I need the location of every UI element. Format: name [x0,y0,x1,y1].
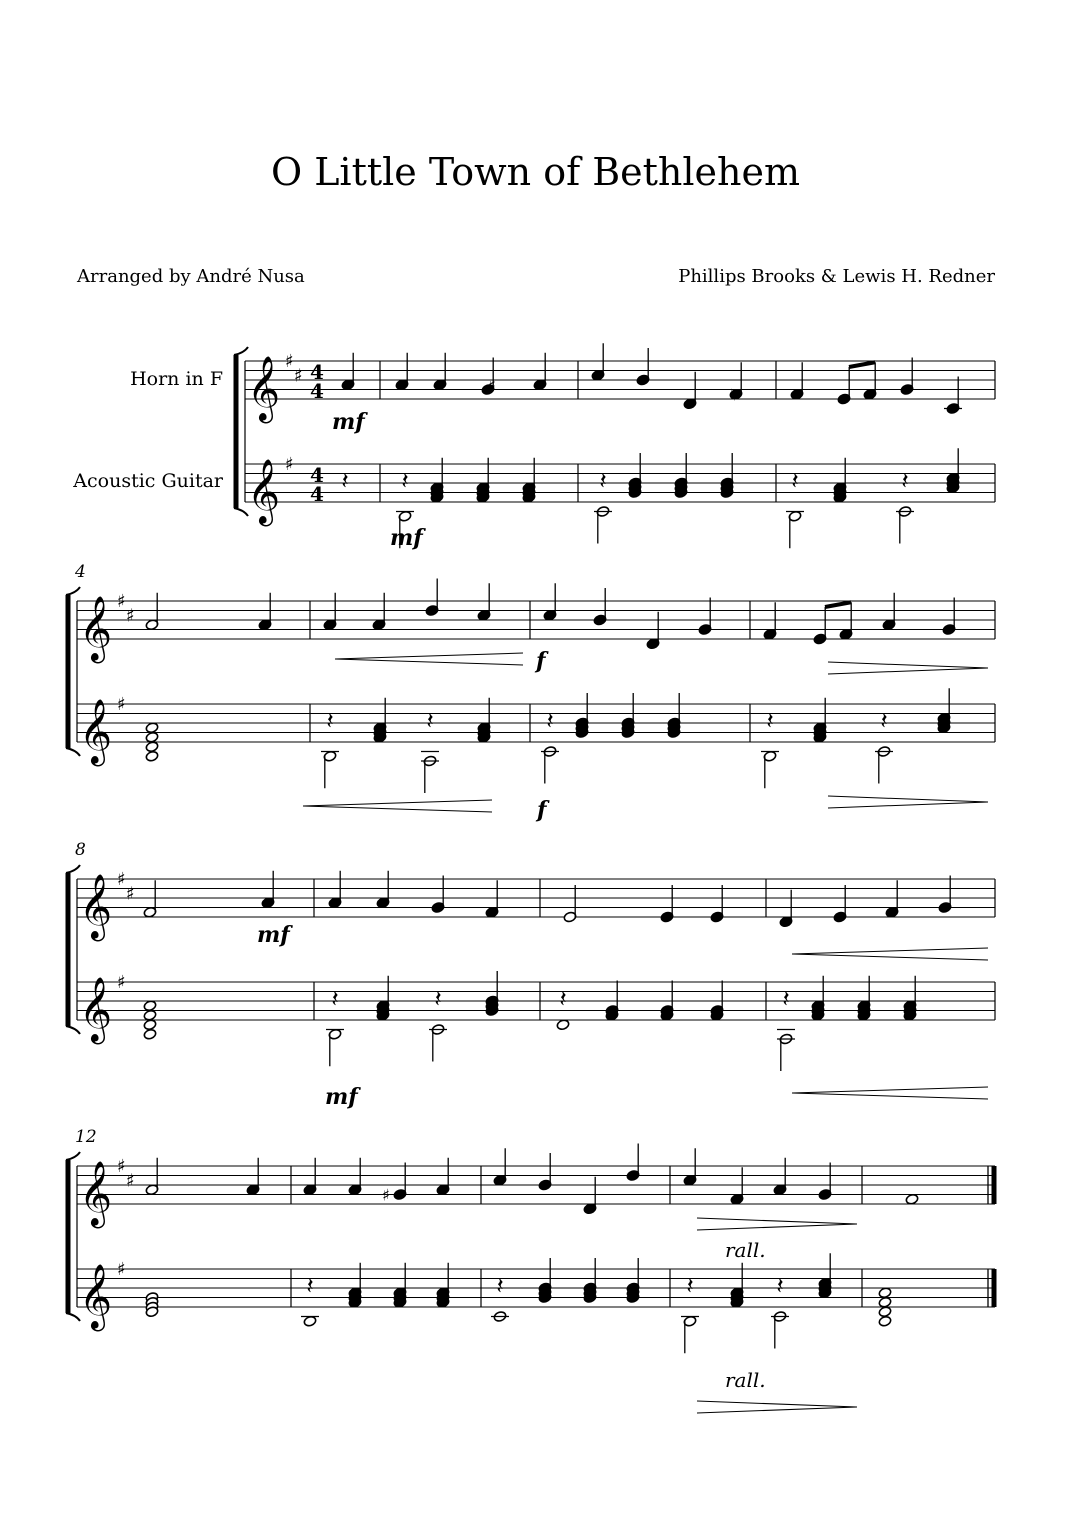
sharp-icon: ♯ [126,605,135,627]
quarter-rest-icon: 𝄽 [880,706,888,735]
arranger-credit: Arranged by André Nusa [77,266,305,287]
sharp-icon: ♯ [117,694,126,715]
measure-number: 12 [75,1127,97,1147]
treble-clef-icon: 𝄞 [79,596,113,661]
treble-clef-icon: 𝄞 [247,459,281,524]
sharp-icon: ♯ [285,454,294,475]
quarter-rest-icon: 𝄽 [791,466,799,495]
treble-clef-icon: 𝄞 [247,356,281,421]
system-bracket [66,1026,80,1034]
crescendo-hairpin [792,1087,988,1093]
quarter-rest-icon: 𝄽 [776,1271,784,1300]
chord-note [143,1019,157,1031]
page-title: O Little Town of Bethlehem [270,150,801,194]
system-bracket [66,1152,80,1160]
decrescendo-hairpin [697,1407,857,1413]
chord-note [878,1296,892,1308]
treble-clef-icon: 𝄞 [79,874,113,939]
crescendo-hairpin [792,948,988,954]
sharp-icon: ♯ [117,869,126,890]
system-bracket [66,587,80,595]
quarter-rest-icon: 𝄽 [326,706,334,735]
chord-note [143,1000,157,1012]
quarter-rest-icon: 𝄽 [559,984,567,1013]
time-signature-top: 4 [310,463,324,487]
sharp-icon: ♯ [382,1185,390,1205]
treble-clef-icon: 𝄞 [79,1161,113,1226]
quarter-rest-icon: 𝄽 [341,466,349,495]
quarter-rest-icon: 𝄽 [782,984,790,1013]
chord-note [145,741,159,753]
dynamic-mark: mf [332,409,365,435]
chord-note [145,722,159,734]
sharp-icon: ♯ [488,375,496,395]
quarter-rest-icon: 𝄽 [306,1271,314,1300]
time-signature-bottom: 4 [310,482,324,506]
decrescendo-hairpin [697,1218,857,1224]
treble-clef-icon: 𝄞 [79,1264,113,1329]
beam [825,602,851,607]
crescendo-hairpin [303,806,492,812]
measure-number: 8 [75,840,86,860]
quarter-rest-icon: 𝄽 [331,984,339,1013]
instrument-label-guitar: Acoustic Guitar [73,470,223,492]
chord-note [878,1315,892,1327]
natural-icon: ♮ [730,385,736,405]
quarter-rest-icon: 𝄽 [546,706,554,735]
decrescendo-hairpin [828,662,988,668]
dynamic-mark: mf [325,1084,358,1110]
expression-mark: rall. [725,1368,766,1392]
note-head [905,1193,919,1205]
quarter-rest-icon: 𝄽 [426,706,434,735]
decrescendo-hairpin [828,668,988,674]
system-bracket [234,508,248,516]
system-bracket [66,748,80,756]
sharp-icon: ♯ [117,1156,126,1177]
sharp-icon: ♯ [117,972,126,993]
crescendo-hairpin [335,653,523,659]
quarter-rest-icon: 𝄽 [766,706,774,735]
quarter-rest-icon: 𝄽 [901,466,909,495]
note-head [556,1019,570,1031]
quarter-rest-icon: 𝄽 [686,1271,694,1300]
system-bracket [66,865,80,873]
dynamic-mark: f [536,648,546,674]
time-signature-bottom: 4 [310,379,324,403]
decrescendo-hairpin [828,796,988,802]
chord-note [878,1306,892,1318]
composer-credit: Phillips Brooks & Lewis H. Redner [678,266,995,287]
crescendo-hairpin [335,659,523,665]
dynamic-mark: mf [390,525,423,551]
quarter-rest-icon: 𝄽 [599,466,607,495]
sharp-icon: ♯ [285,351,294,372]
dynamic-mark: f [537,797,547,823]
dynamic-mark: mf [257,922,290,948]
crescendo-hairpin [303,800,492,806]
crescendo-hairpin [792,954,988,960]
sharp-icon: ♯ [126,1170,135,1192]
sharp-icon: ♯ [294,365,303,387]
chord-note [143,1009,157,1021]
quarter-rest-icon: 𝄽 [434,984,442,1013]
sharp-icon: ♯ [117,591,126,612]
chord-note [145,731,159,743]
instrument-label-horn: Horn in F [130,368,223,390]
chord-note [145,750,159,762]
decrescendo-hairpin [697,1224,857,1230]
beam [849,362,875,367]
sharp-icon: ♯ [126,883,135,905]
treble-clef-icon: 𝄞 [79,977,113,1042]
decrescendo-hairpin [697,1401,857,1407]
sharp-icon: ♯ [117,1259,126,1280]
decrescendo-hairpin [828,802,988,808]
crescendo-hairpin [792,1093,988,1099]
quarter-rest-icon: 𝄽 [401,466,409,495]
time-signature-top: 4 [310,360,324,384]
treble-clef-icon: 𝄞 [79,699,113,764]
expression-mark: rall. [725,1238,766,1262]
measure-number: 4 [75,562,86,582]
system-bracket [66,1313,80,1321]
chord-note [143,1028,157,1040]
system-bracket [234,347,248,355]
quarter-rest-icon: 𝄽 [496,1271,504,1300]
chord-note [878,1287,892,1299]
